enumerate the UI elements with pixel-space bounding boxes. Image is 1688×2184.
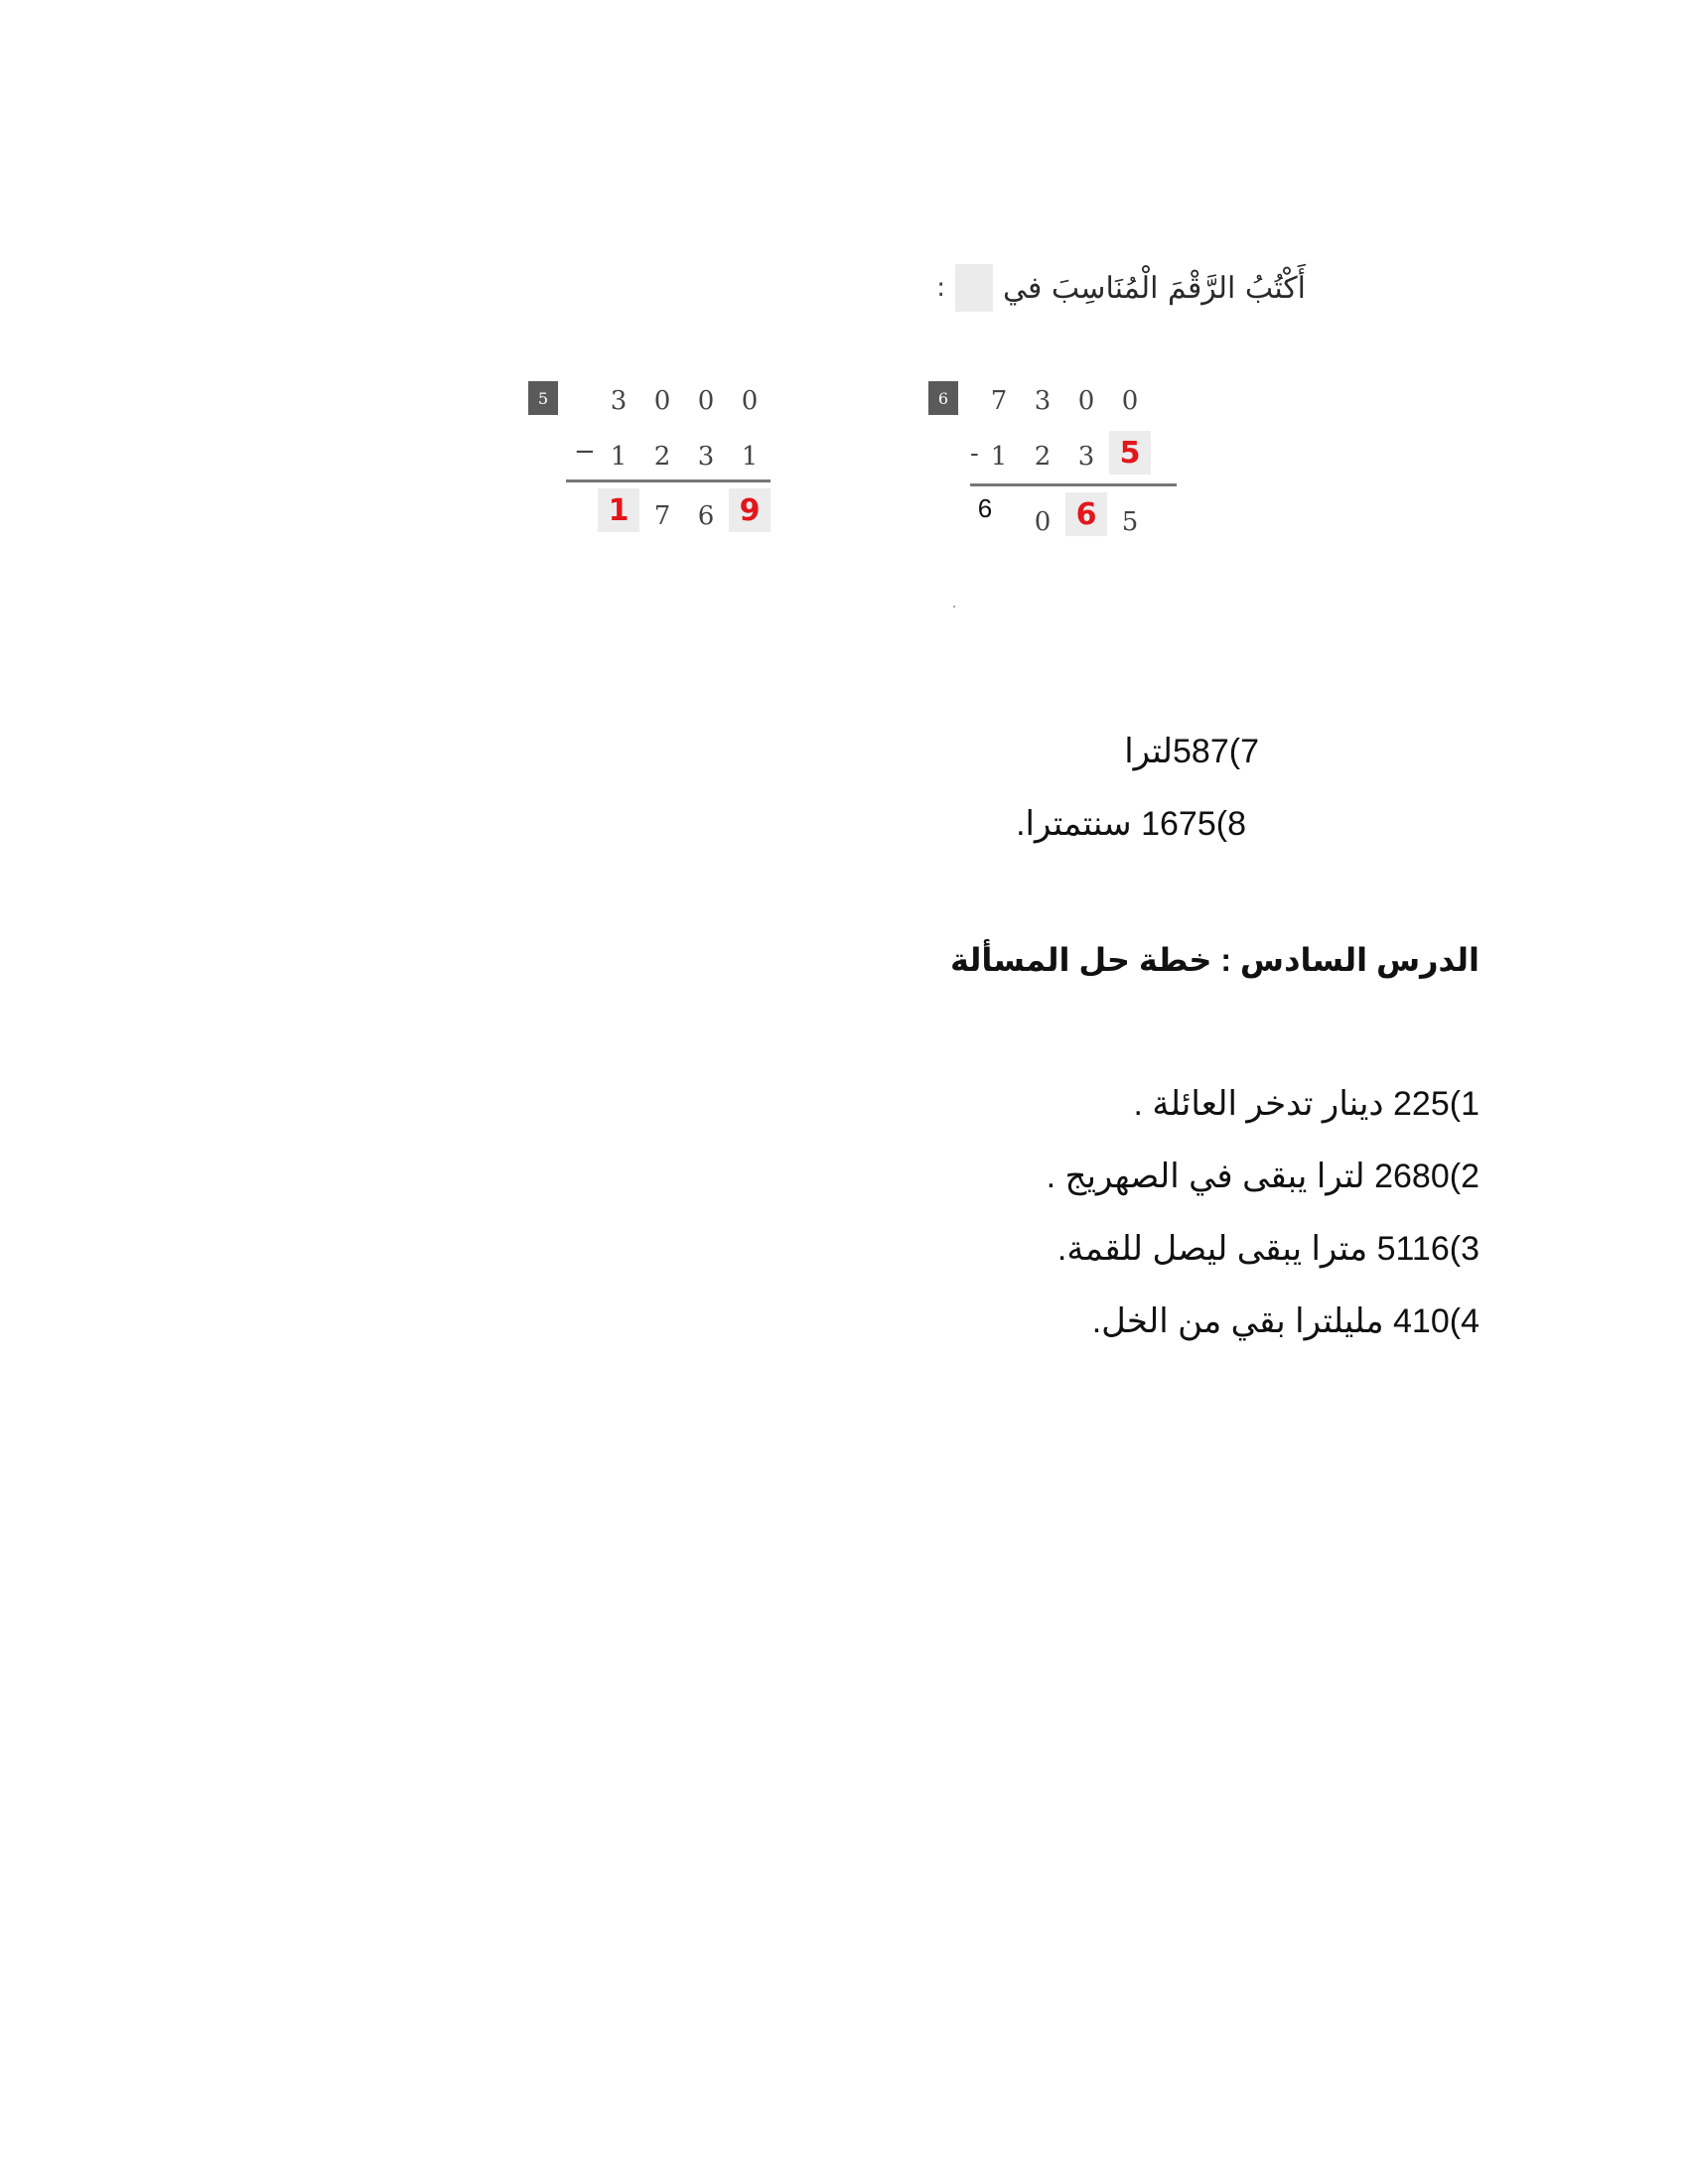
result-digit: 6: [697, 501, 715, 531]
result-digit: 0: [1034, 507, 1052, 537]
answer-line-4: 4)410 مليلترا بقي من الخل.: [1091, 1302, 1479, 1340]
result-digit: 5: [1121, 507, 1139, 537]
subtraction-problem-6: [928, 379, 1187, 578]
top-digit: 3: [1034, 386, 1052, 416]
subtraction-problem-5: [528, 379, 786, 578]
lesson-title: الدرس السادس : خطة حل المسألة: [950, 942, 1479, 978]
answer-line-1: 1)225 دينار تدخر العائلة .: [1133, 1085, 1479, 1123]
answer-line-7: 7)587لترا: [1124, 733, 1259, 770]
top-digit: 0: [1077, 386, 1095, 416]
answer-box-digit: 5: [1109, 431, 1151, 475]
top-digit: 0: [1121, 386, 1139, 416]
stray-dot: [953, 606, 955, 608]
sub-digit: 2: [653, 442, 671, 472]
answer-line-3: 3)5116 مترا يبقى ليصل للقمة.: [1056, 1230, 1479, 1268]
problem-number-badge: 5: [528, 381, 558, 415]
top-digit: 7: [990, 386, 1008, 416]
sub-digit: 2: [1034, 442, 1052, 472]
top-digit: 0: [697, 386, 715, 416]
instruction-colon: :: [936, 273, 945, 303]
instruction-heading: [936, 263, 1306, 313]
sum-rule: [566, 479, 771, 482]
sub-digit: 3: [1077, 442, 1095, 472]
problem-number-badge: 6: [928, 381, 958, 415]
instruction-text: أَكْتُبُ الرَّقْمَ الْمُنَاسِبَ في: [1002, 270, 1306, 306]
answer-line-2: 2)2680 لترا يبقى في الصهريج .: [1046, 1158, 1479, 1195]
sub-digit: 1: [990, 442, 1008, 472]
sub-digit: 1: [610, 442, 628, 472]
answer-line-8: 8)1675 سنتمترا.: [1016, 805, 1246, 843]
handwritten-digit: 6: [977, 492, 993, 523]
sub-digit: 1: [741, 442, 759, 472]
top-digit: 0: [653, 386, 671, 416]
answer-box-digit: 1: [598, 488, 639, 532]
minus-sign: -: [970, 439, 979, 469]
sub-digit: 3: [697, 442, 715, 472]
minus-sign: −: [574, 437, 596, 467]
answer-box-sample: [955, 264, 993, 312]
result-digit: 7: [653, 501, 671, 531]
top-digit: 3: [610, 386, 628, 416]
top-digit: 0: [741, 386, 759, 416]
answer-box-digit: 6: [1065, 492, 1107, 536]
answer-box-digit: 9: [729, 488, 771, 532]
